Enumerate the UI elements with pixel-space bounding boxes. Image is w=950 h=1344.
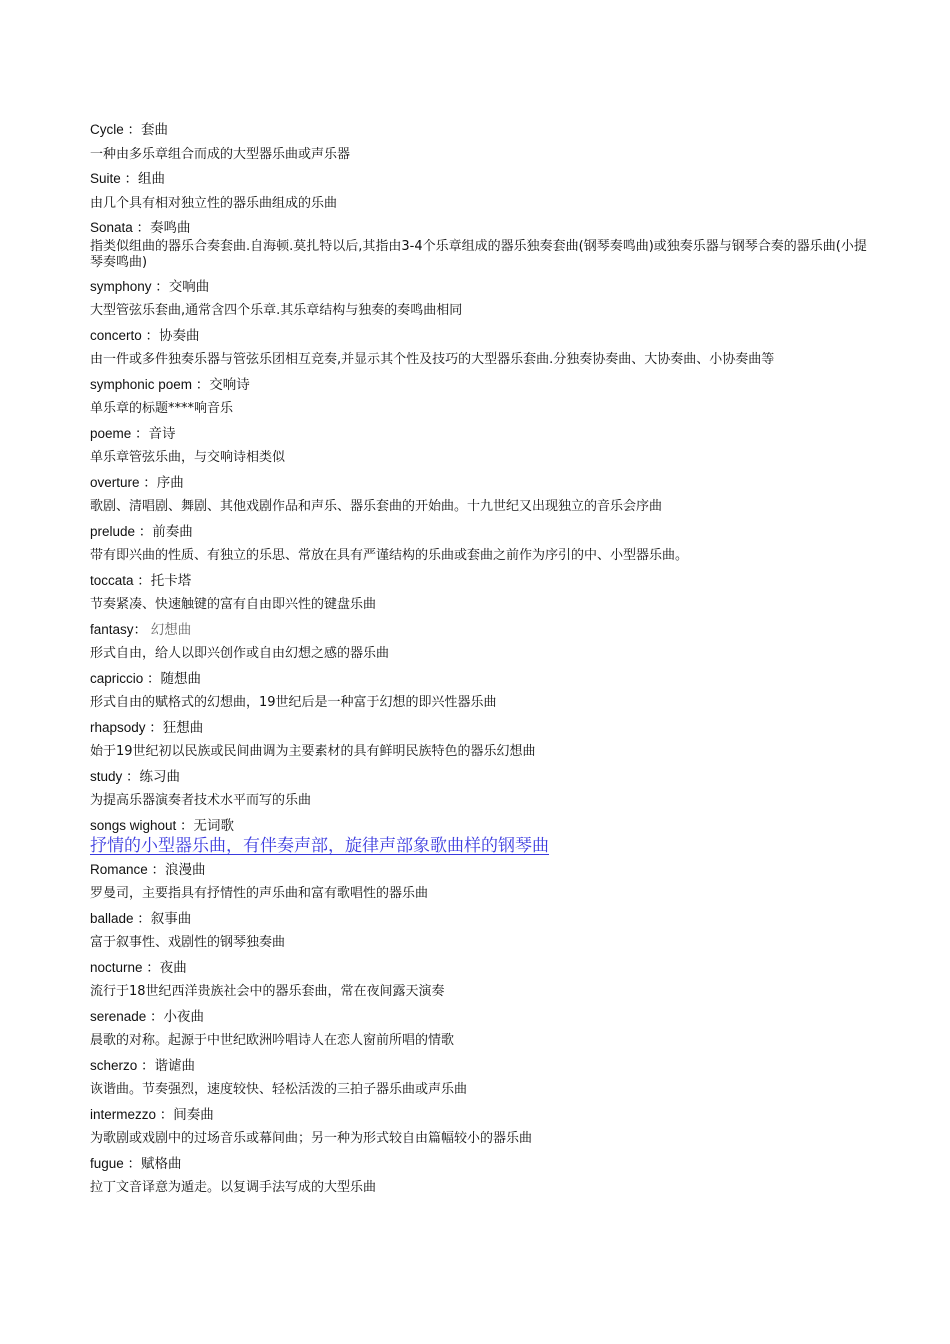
entry-desc-scherzo: 诙谐曲。节奏强烈，速度较快、轻松活泼的三拍子器乐曲或声乐曲 (90, 1082, 468, 1097)
entry-term-toccata: toccata ：托卡塔 (90, 572, 192, 588)
entry-term-scherzo: scherzo ：谐谑曲 (90, 1057, 196, 1073)
entry-desc-songs-without-link[interactable] (90, 835, 870, 857)
entry-desc-rhapsody: 始于19世纪初以民族或民间曲调为主要素材的具有鲜明民族特色的器乐幻想曲 (90, 744, 536, 759)
entry-term-ballade: ballade ：叙事曲 (90, 910, 192, 926)
entry-desc-symphony: 大型管弦乐套曲,通常含四个乐章.其乐章结构与独奏的奏鸣曲相同 (90, 303, 463, 318)
entry-desc-study: 为提高乐器演奏者技术水平而写的乐曲 (90, 793, 312, 808)
entry-term-overture: overture ：序曲 (90, 474, 184, 490)
entry-desc-serenade: 晨歌的对称。起源于中世纪欧洲吟唱诗人在恋人窗前所唱的情歌 (90, 1033, 455, 1048)
entry-term-study: study ：练习曲 (90, 768, 181, 784)
entry-term-symphony: symphony ：交响曲 (90, 278, 210, 294)
entry-desc-poeme: 单乐章管弦乐曲，与交响诗相类似 (90, 450, 286, 465)
entry-term-songs-without: songs wighout ：无词歌 (90, 817, 235, 833)
entry-desc-toccata: 节奏紧凑、快速触键的富有自由即兴性的键盘乐曲 (90, 597, 377, 612)
entry-term-fantasy-zh: 幻想曲 (150, 621, 192, 638)
entry-term-serenade: serenade ：小夜曲 (90, 1008, 205, 1024)
entry-term-fugue: fugue ：赋格曲 (90, 1155, 182, 1171)
entry-desc-nocturne: 流行于18世纪西洋贵族社会中的器乐套曲，常在夜间露天演奏 (90, 984, 445, 999)
entry-term-romance: Romance ：浪漫曲 (90, 861, 206, 877)
entry-desc-intermezzo: 为歌剧或戏剧中的过场音乐或幕间曲；另一种为形式较自由篇幅较小的器乐曲 (90, 1131, 533, 1146)
entry-term-prelude: prelude ：前奏曲 (90, 523, 193, 539)
entry-term-poeme: poeme ：音诗 (90, 425, 176, 441)
entry-desc-fugue: 拉丁文音译意为遁走。以复调手法写成的大型乐曲 (90, 1180, 377, 1195)
entry-desc-symphonic-poem: 单乐章的标题****响音乐 (90, 401, 234, 416)
entry-term-concerto: concerto ：协奏曲 (90, 327, 200, 343)
document-page (90, 121, 870, 1204)
entry-term-symphonic-poem: symphonic poem ：交响诗 (90, 376, 250, 392)
entry-desc-sonata: 指类似组曲的器乐合奏套曲.自海顿.莫扎特以后,其指由3-4个乐章组成的器乐独奏套曲(钢琴奏鸣曲)或独奏乐器与钢琴合奏的器乐曲(小提琴奏鸣曲) (90, 239, 867, 270)
entry-term-suite: Suite ：组曲 (90, 171, 166, 186)
entry-term-cycle: Cycle ：套曲 (90, 122, 169, 137)
entry-term-capriccio: capriccio ：随想曲 (90, 670, 202, 686)
entry-term-intermezzo: intermezzo ：间奏曲 (90, 1106, 214, 1122)
entry-term-rhapsody: rhapsody ：狂想曲 (90, 719, 204, 735)
entry-term-fantasy-en: fantasy： (90, 621, 148, 637)
entry-desc-fantasy: 形式自由，给人以即兴创作或自由幻想之感的器乐曲 (90, 646, 390, 661)
entry-desc-concerto: 由一件或多件独奏乐器与管弦乐团相互竞奏,并显示其个性及技巧的大型器乐套曲.分独奏协奏曲、大协奏曲、小协奏曲等 (90, 352, 775, 367)
entry-term-fantasy (90, 621, 870, 639)
entry-term-nocturne: nocturne ：夜曲 (90, 959, 187, 975)
entry-desc-cycle: 一种由多乐章组合而成的大型器乐曲或声乐器 (90, 146, 351, 162)
entry-desc-romance: 罗曼司，主要指具有抒情性的声乐曲和富有歌唱性的器乐曲 (90, 886, 429, 901)
entry-desc-overture: 歌剧、清唱剧、舞剧、其他戏剧作品和声乐、器乐套曲的开始曲。十九世纪又出现独立的音乐会序曲 (90, 499, 663, 514)
entry-desc-songs-without: 抒情的小型器乐曲，有伴奏声部，旋律声部象歌曲样的钢琴曲 (90, 835, 549, 856)
entry-desc-capriccio: 形式自由的赋格式的幻想曲，19世纪后是一种富于幻想的即兴性器乐曲 (90, 695, 497, 710)
entry-desc-ballade: 富于叙事性、戏剧性的钢琴独奏曲 (90, 935, 286, 950)
entry-desc-suite: 由几个具有相对独立性的器乐曲组成的乐曲 (90, 195, 338, 211)
entry-desc-prelude: 带有即兴曲的性质、有独立的乐思、常放在具有严谨结构的乐曲或套曲之前作为序引的中、小型器乐曲。 (90, 548, 689, 563)
entry-term-sonata: Sonata ：奏鸣曲 (90, 220, 191, 235)
